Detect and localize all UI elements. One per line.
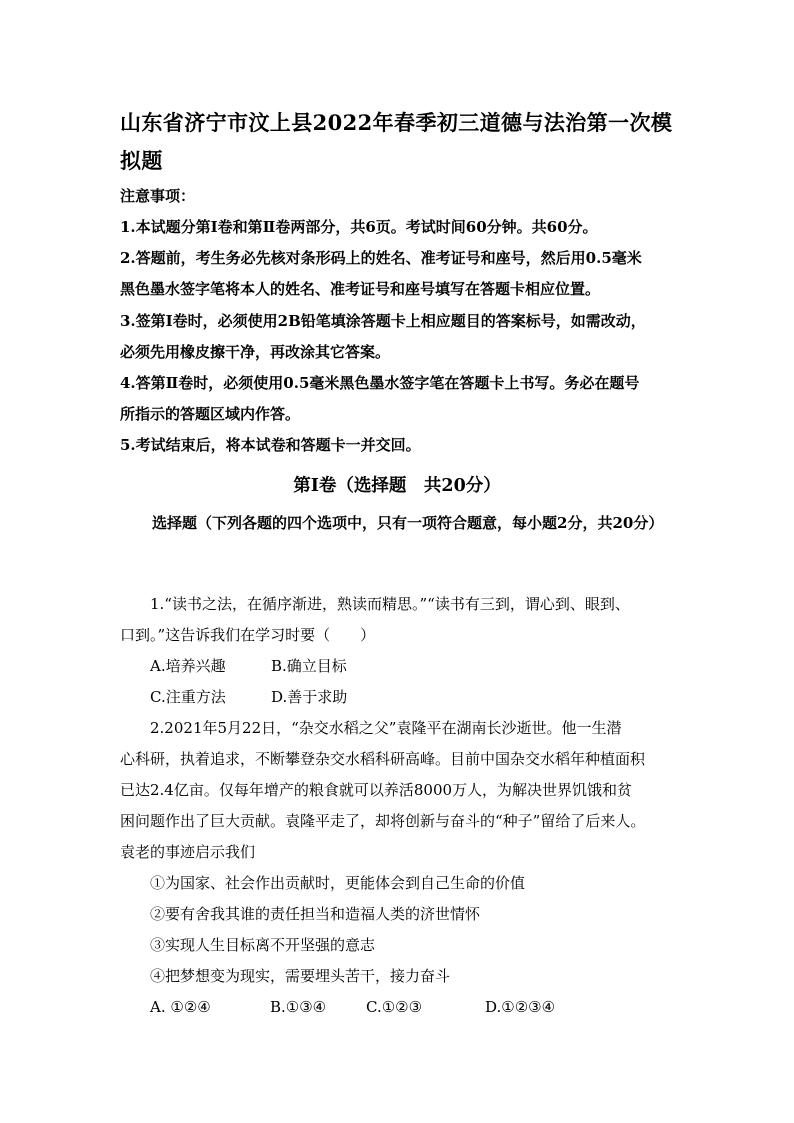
notice-heading: 注意事项：: [120, 187, 196, 205]
section-instructions: 选择题（下列各题的四个选项中，只有一项符合题意，每小题2分，共20分）: [152, 514, 664, 532]
notice-line: 黑色墨水签字笔将本人的姓名、准考证号和座号填写在答题卡相应位置。: [120, 280, 601, 298]
question-2-line: 2.2021年5月22日，“杂交水稻之父”袁隆平在湖南长沙逝世。他一生潜: [150, 719, 622, 737]
question-1-line: 1.“读书之法，在循序渐进，熟读而精思。”“读书有三到，谓心到、眼到、: [150, 595, 630, 613]
question-2-option-b: B.①③④: [270, 998, 327, 1016]
notice-line: 所指示的答题区域内作答。: [120, 405, 301, 423]
exam-title: 山东省济宁市汶上县2022年春季初三道德与法治第一次模拟题: [120, 110, 673, 173]
notice-line: 2.答题前，考生务必先核对条形码上的姓名、准考证号和座号，然后用0.5毫米: [120, 249, 642, 267]
notice-line: 4.答第Ⅱ卷时，必须使用0.5毫米黑色墨水签字笔在答题卡上书写。务必在题号: [120, 374, 640, 392]
question-2-line: 袁老的事迹启示我们: [120, 843, 256, 861]
question-2-statement: ③实现人生目标离不开坚强的意志: [150, 936, 376, 954]
question-1-option-a: A.培养兴趣: [150, 657, 226, 675]
question-2-option-c: C.①②③: [366, 998, 423, 1016]
question-1-option-b: B.确立目标: [271, 657, 347, 675]
section-title: 第Ⅰ卷（选择题 共20分）: [293, 476, 501, 496]
notice-line: 1.本试题分第Ⅰ卷和第Ⅱ卷两部分，共6页。考试时间60分钟。共60分。: [120, 218, 598, 236]
question-2-statement: ②要有舍我其谁的责任担当和造福人类的济世情怀: [150, 905, 481, 923]
question-2-statement: ①为国家、社会作出贡献时，更能体会到自己生命的价值: [150, 874, 526, 892]
question-1-option-c: C.注重方法: [150, 688, 226, 706]
question-1-line: 口到。”这告诉我们在学习时要（ ）: [120, 626, 376, 644]
notice-line: 必须先用橡皮擦干净，再改涂其它答案。: [120, 343, 391, 361]
notice-line: 5.考试结束后，将本试卷和答题卡一并交回。: [120, 436, 421, 454]
question-1-option-d: D.善于求助: [271, 688, 348, 706]
notice-line: 3.签第Ⅰ卷时，必须使用2B铅笔填涂答题卡上相应题目的答案标号，如需改动，: [120, 312, 646, 330]
question-2-line: 已达2.4亿亩。仅每年增产的粮食就可以养活8000万人，为解决世界饥饿和贫: [120, 781, 633, 799]
question-2-statement: ④把梦想变为现实，需要埋头苦干，接力奋斗: [150, 967, 451, 985]
question-2-option-a: A. ①②④: [150, 998, 211, 1016]
question-2-option-d: D.①②③④: [485, 998, 556, 1016]
question-2-line: 困问题作出了巨大贡献。袁隆平走了，却将创新与奋斗的“种子”留给了后来人。: [120, 812, 646, 830]
question-2-line: 心科研，执着追求，不断攀登杂交水稻科研高峰。目前中国杂交水稻年种植面积: [120, 750, 646, 768]
